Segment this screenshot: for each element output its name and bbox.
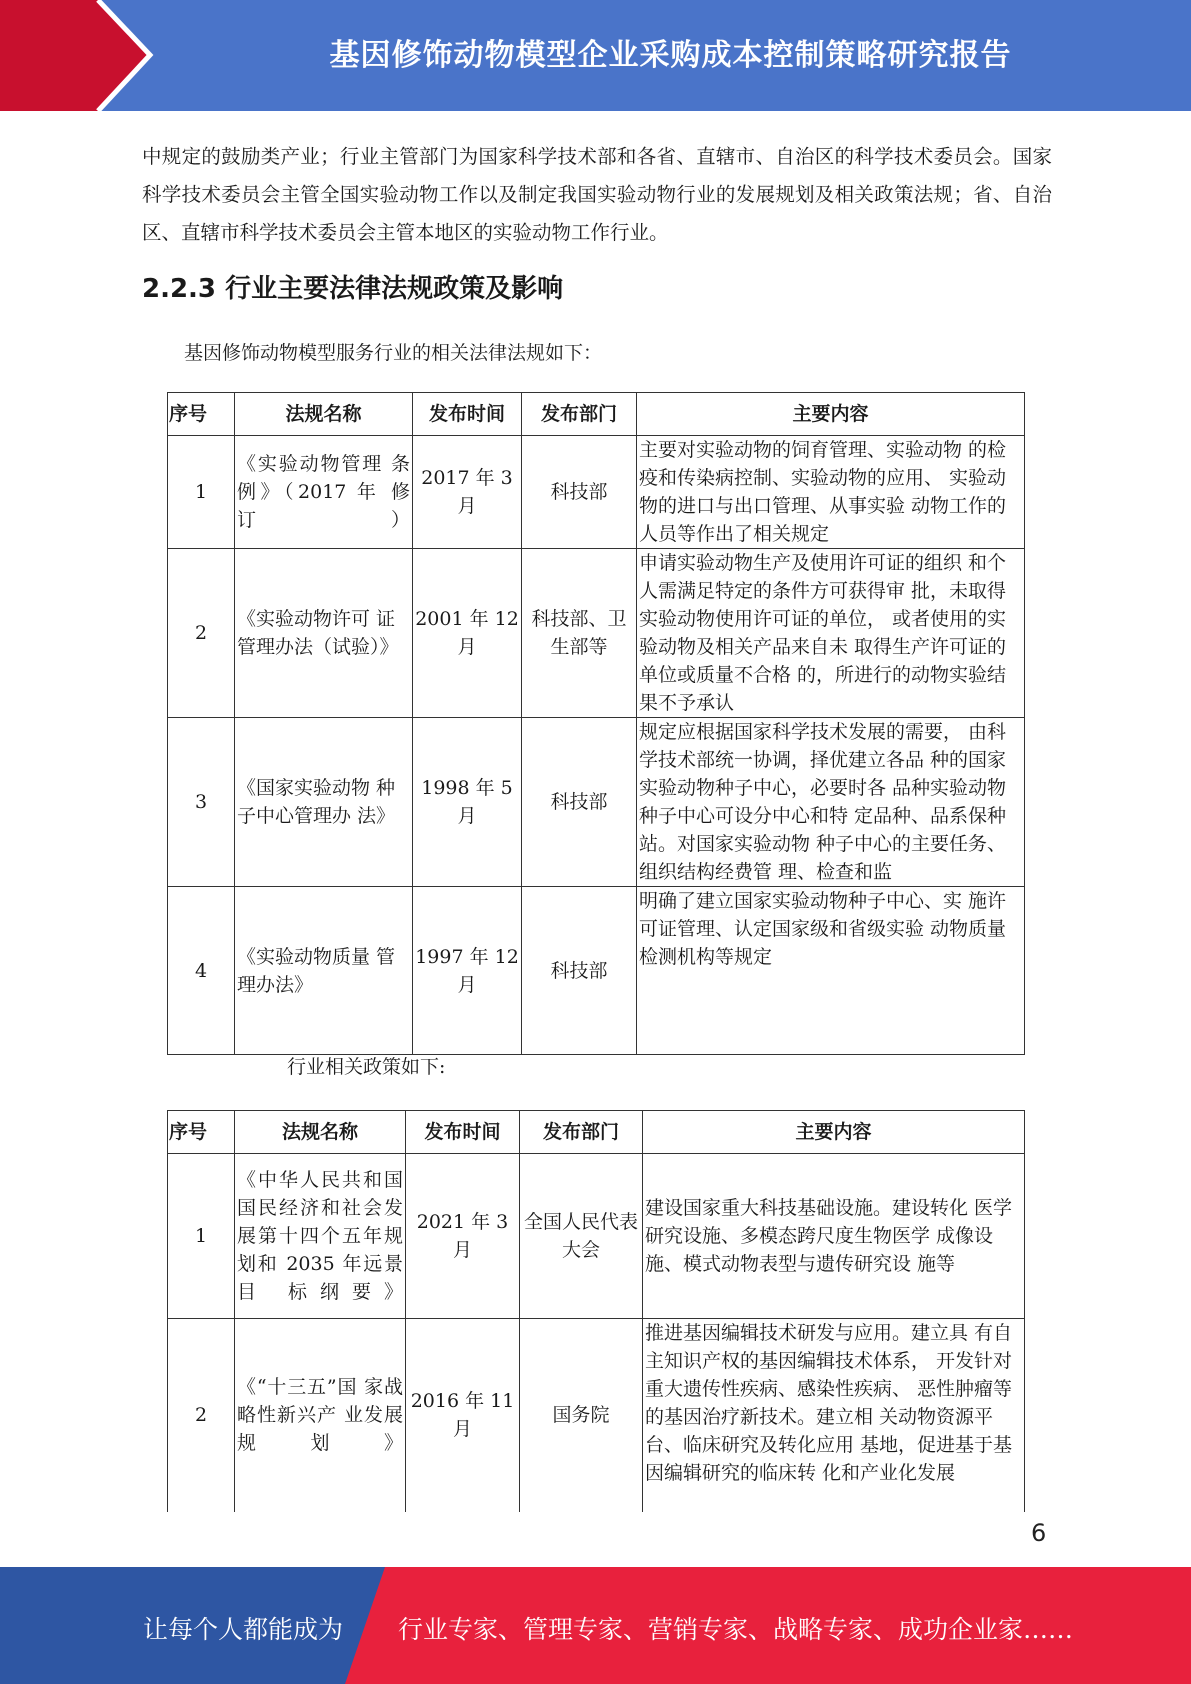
cell-date: 2017 年 3 月 [413,436,522,549]
header-name: 法规名称 [235,1111,406,1154]
cell-date: 2016 年 11 月 [406,1319,520,1512]
footer-slogan-right: 行业专家、管理专家、营销专家、战略专家、成功企业家…… [398,1615,1074,1644]
cell-dept: 科技部、卫生部等 [522,549,637,718]
cell-no: 3 [168,718,235,887]
footer-slogan-left: 让每个人都能成为 [143,1615,344,1644]
cell-name: 《实验动物质量 管理办法》 [235,887,413,1055]
table2-intro: 行业相关政策如下: [287,1056,446,1078]
body-paragraph: 中规定的鼓励类产业；行业主管部门为国家科学技术部和各省、直辖市、自治区的科学技术委员会。国家科学技术委员会主管全国实验动物工作以及制定我国实验动物行业的发展规划及相关政策法规；省、自治区、直辖市科学技术委员会主管本地区的实验动物工作行业。 [142,145,1052,244]
header-date: 发布时间 [413,393,522,436]
cell-date: 1997 年 12 月 [413,887,522,1055]
cell-no: 1 [168,436,235,549]
table-row [168,887,1025,1055]
policies-table [167,1110,1025,1512]
cell-content: 规定应根据国家科学技术发展的需要， 由科学技术部统一协调，择优建立各品 种的国家实验动物种子中心，必要时各 品种实验动物种子中心可设分中心和特 定品种、品系保种站。对国家实验动物 种子中心的主要任务、组织结构经费管 理、检查和监 [637,718,1025,887]
cell-content: 建设国家重大科技基础设施。建设转化 医学研究设施、多模态跨尺度生物医学 成像设施、模式动物表型与遗传研究设 施等 [643,1154,1025,1319]
cell-dept: 科技部 [522,887,637,1055]
cell-no: 1 [168,1154,235,1319]
cell-name: 《“十三五”国 家战略性新兴产 业发展规划》 [235,1319,406,1512]
cell-name: 《中华人民共和国国民经济和社会发展第十四个五年规划和 2035 年远景目 标纲要》 [235,1154,406,1319]
cell-content: 推进基因编辑技术研发与应用。建立具 有自主知识产权的基因编辑技术体系， 开发针对重大遗传性疾病、感染性疾病、 恶性肿瘤等的基因治疗新技术。建立相 关动物资源平台、临床研究及转化应用 基地，促进基于基因编辑研究的临床转 化和产业化发展 [643,1319,1025,1512]
table-row [168,436,1025,549]
cell-no: 2 [168,1319,235,1512]
table-header-row [168,1111,1025,1154]
cell-no: 2 [168,549,235,718]
table-row [168,718,1025,887]
header-no: 序号 [168,393,235,436]
cell-dept: 全国人民代表大会 [520,1154,643,1319]
cell-content: 申请实验动物生产及使用许可证的组织 和个人需满足特定的条件方可获得审 批，未取得实验动物使用许可证的单位， 或者使用的实验动物及相关产品来自未 取得生产许可证的单位或质量不合格 的，所进行的动物实验结果不予承认 [637,549,1025,718]
cell-content: 主要对实验动物的饲育管理、实验动物 的检疫和传染病控制、实验动物的应用、 实验动物的进口与出口管理、从事实验 动物工作的人员等作出了相关规定 [637,436,1025,549]
cell-dept: 国务院 [520,1319,643,1512]
cell-dept: 科技部 [522,436,637,549]
table-header-row [168,393,1025,436]
table-row [168,1319,1025,1512]
cell-date: 2021 年 3 月 [406,1154,520,1319]
page-number: 6 [1031,1519,1047,1547]
cell-name: 《实验动物许可 证管理办法（试验）》 [235,549,413,718]
laws-table [167,392,1025,1055]
header-content: 主要内容 [637,393,1025,436]
cell-name: 《实验动物管理 条例》（2017 年 修订） [235,436,413,549]
report-title: 基因修饰动物模型企业采购成本控制策略研究报告 [329,38,1012,73]
header-name: 法规名称 [235,393,413,436]
cell-name: 《国家实验动物 种子中心管理办 法》 [235,718,413,887]
page-header [0,0,1191,111]
cell-content: 明确了建立国家实验动物种子中心、实 施许可证管理、认定国家级和省级实验 动物质量检测机构等规定 [637,887,1025,1055]
page-footer [0,1567,1191,1684]
header-content: 主要内容 [643,1111,1025,1154]
table-row [168,549,1025,718]
header-no: 序号 [168,1111,235,1154]
header-dept: 发布部门 [522,393,637,436]
cell-date: 1998 年 5 月 [413,718,522,887]
section-heading: 2.2.3 行业主要法律法规政策及影响 [142,274,564,304]
cell-no: 4 [168,887,235,1055]
table-row [168,1154,1025,1319]
table1-intro: 基因修饰动物模型服务行业的相关法律法规如下： [184,342,603,364]
header-date: 发布时间 [406,1111,520,1154]
cell-date: 2001 年 12 月 [413,549,522,718]
header-dept: 发布部门 [520,1111,643,1154]
cell-dept: 科技部 [522,718,637,887]
